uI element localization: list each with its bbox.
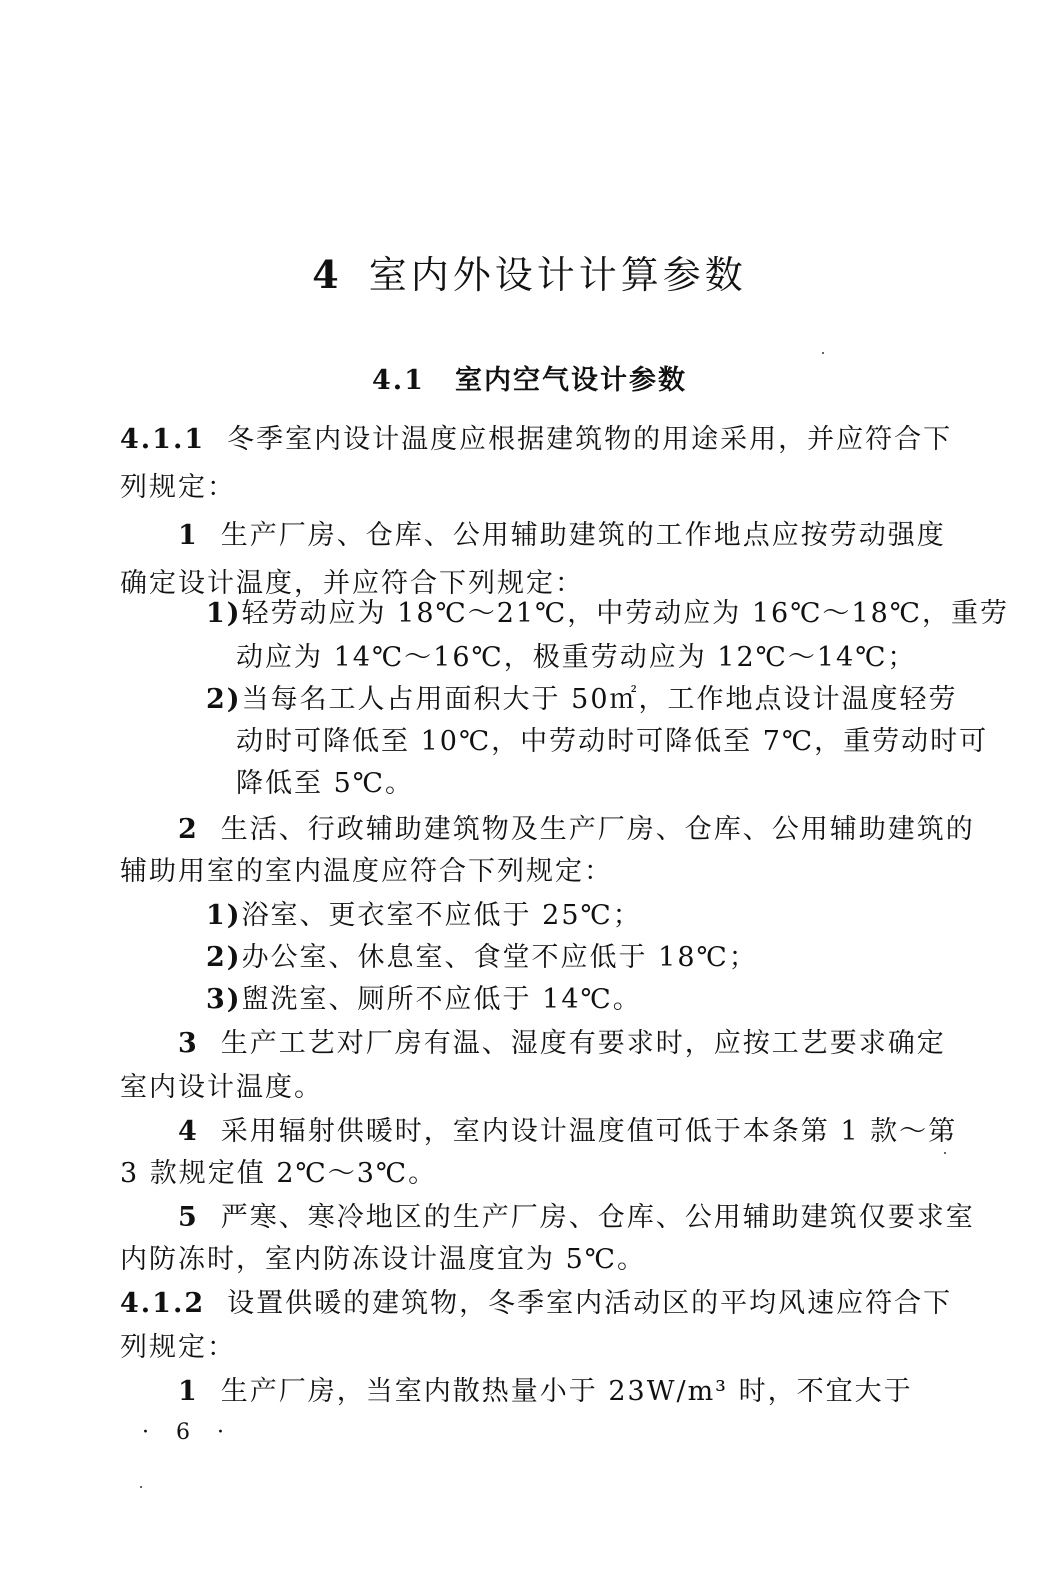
clause-number: 4.1.1 — [120, 424, 206, 455]
item-5-line2: 内防冻时，室内防冻设计温度宜为 5℃。 — [120, 1244, 646, 1275]
item-2-line2: 辅助用室的室内温度应符合下列规定： — [120, 856, 613, 887]
item-1-sub2-line2: 动时可降低至 10℃，中劳动时可降低至 7℃，重劳动时可 — [236, 726, 989, 757]
item-4-1-2-1-line1 — [178, 1374, 913, 1410]
item-1-sub1-line2: 动应为 14℃～16℃，极重劳动应为 12℃～14℃； — [236, 642, 917, 673]
item-text: 生产工艺对厂房有温、湿度有要求时，应按工艺要求确定 — [220, 1028, 946, 1059]
scan-speck — [944, 1152, 946, 1154]
item-3-line2: 室内设计温度。 — [120, 1072, 323, 1103]
sub-text: 轻劳动应为 18℃～21℃，中劳动应为 16℃～18℃，重劳 — [241, 598, 1009, 629]
item-text: 严寒、寒冷地区的生产厂房、仓库、公用辅助建筑仅要求室 — [220, 1202, 975, 1233]
sub-number: 1) — [206, 900, 242, 931]
clause-text: 冬季室内设计温度应根据建筑物的用途采用，并应符合下 — [227, 424, 953, 455]
sub-text: 盥洗室、厕所不应低于 14℃。 — [241, 984, 642, 1015]
item-number: 3 — [178, 1028, 199, 1059]
chapter-number: 4 — [312, 252, 343, 297]
item-text: 生产厂房、仓库、公用辅助建筑的工作地点应按劳动强度 — [220, 520, 946, 551]
item-text: 采用辐射供暖时，室内设计温度值可低于本条第 1 款～第 — [220, 1116, 958, 1147]
section-number: 4.1 — [372, 365, 425, 396]
item-2-sub1 — [206, 898, 642, 934]
item-number: 2 — [178, 814, 199, 845]
sub-text: 浴室、更衣室不应低于 25℃； — [241, 900, 642, 931]
item-1-line2: 确定设计温度，并应符合下列规定： — [120, 568, 584, 599]
sub-text: 办公室、休息室、食堂不应低于 18℃； — [241, 942, 758, 973]
item-1-sub2-line1 — [206, 682, 958, 718]
item-1-sub1-line1 — [206, 596, 1009, 632]
clause-4-1-2-line1 — [120, 1286, 952, 1322]
item-number: 4 — [178, 1116, 199, 1147]
section-title — [0, 358, 1059, 397]
chapter-title — [0, 244, 1059, 299]
sub-number: 2) — [206, 942, 242, 973]
sub-text: 当每名工人占用面积大于 50㎡，工作地点设计温度轻劳 — [241, 684, 958, 715]
item-5-line1 — [178, 1200, 975, 1236]
item-2-sub2 — [206, 940, 758, 976]
clause-4-1-1-line1 — [120, 422, 952, 458]
item-4-line1 — [178, 1114, 957, 1150]
sub-number: 2) — [206, 684, 242, 715]
item-text: 生活、行政辅助建筑物及生产厂房、仓库、公用辅助建筑的 — [220, 814, 975, 845]
item-number: 1 — [178, 1376, 199, 1407]
clause-4-1-1-line2: 列规定： — [120, 472, 236, 503]
item-1-sub2-line3: 降低至 5℃。 — [236, 768, 414, 799]
item-1-line1 — [178, 518, 946, 554]
clause-text: 设置供暖的建筑物，冬季室内活动区的平均风速应符合下 — [227, 1288, 953, 1319]
sub-number: 1) — [206, 598, 242, 629]
sub-number: 3) — [206, 984, 242, 1015]
item-2-line1 — [178, 812, 975, 848]
item-2-sub3 — [206, 982, 642, 1018]
chapter-title-text: 室内外设计计算参数 — [368, 253, 747, 297]
item-4-line2: 3 款规定值 2℃～3℃。 — [120, 1158, 438, 1189]
clause-number: 4.1.2 — [120, 1288, 206, 1319]
scan-speck — [140, 1486, 142, 1488]
page-number: · 6 · — [142, 1420, 234, 1445]
scan-speck — [822, 352, 824, 354]
clause-4-1-2-line2: 列规定： — [120, 1332, 236, 1363]
section-title-text: 室内空气设计参数 — [454, 365, 687, 396]
item-number: 1 — [178, 520, 199, 551]
item-text: 生产厂房，当室内散热量小于 23W/m³ 时，不宜大于 — [220, 1376, 913, 1407]
item-number: 5 — [178, 1202, 199, 1233]
item-3-line1 — [178, 1026, 946, 1062]
